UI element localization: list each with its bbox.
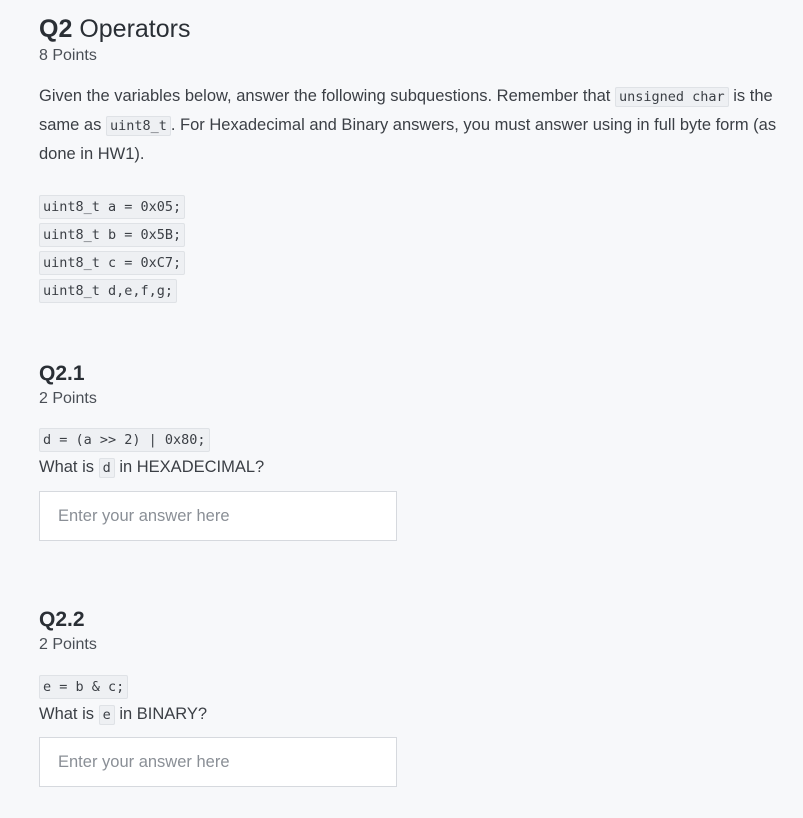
question-number: Q2 bbox=[39, 15, 73, 43]
subquestion-code-q2-1: d = (a >> 2) | 0x80; bbox=[39, 428, 210, 452]
subquestion-code-q2-2: e = b & c; bbox=[39, 675, 128, 699]
subquestion-points-q2-2: 2 Points bbox=[39, 636, 97, 653]
question-name: Operators bbox=[79, 15, 191, 43]
answer-input-q2-1[interactable] bbox=[39, 491, 397, 541]
question-prefix: What is bbox=[39, 705, 99, 723]
code-line-c: uint8_t c = 0xC7; bbox=[39, 251, 185, 275]
answer-input-q2-2[interactable] bbox=[39, 737, 397, 787]
prompt-text-2: is the same as bbox=[39, 87, 773, 134]
code-line-b: uint8_t b = 0x5B; bbox=[39, 223, 185, 247]
code-line-a: uint8_t a = 0x05; bbox=[39, 195, 185, 219]
question-suffix: in HEXADECIMAL? bbox=[114, 458, 265, 476]
inline-code-var-e: e bbox=[99, 705, 115, 725]
prompt-text-1: Given the variables below, answer the following subquestions. Remember that bbox=[39, 87, 615, 105]
inline-code-unsigned-char: unsigned char bbox=[615, 87, 729, 107]
subquestion-question-q2-2 bbox=[39, 702, 207, 727]
subquestion-question-q2-1 bbox=[39, 455, 264, 480]
code-line-declarations: uint8_t d,e,f,g; bbox=[39, 279, 177, 303]
question-title bbox=[39, 14, 190, 44]
question-prompt bbox=[39, 82, 779, 168]
subquestion-title-q2-1: Q2.1 bbox=[39, 362, 85, 385]
prompt-text-3: . For Hexadecimal and Binary answers, you must answer using in full byte form (as done in HW1). bbox=[39, 116, 777, 163]
inline-code-var-d: d bbox=[99, 458, 115, 478]
inline-code-uint8: uint8_t bbox=[106, 116, 171, 136]
question-prefix: What is bbox=[39, 458, 99, 476]
question-points: 8 Points bbox=[39, 47, 97, 64]
question-suffix: in BINARY? bbox=[114, 705, 208, 723]
subquestion-title-q2-2: Q2.2 bbox=[39, 608, 85, 631]
subquestion-points-q2-1: 2 Points bbox=[39, 390, 97, 407]
